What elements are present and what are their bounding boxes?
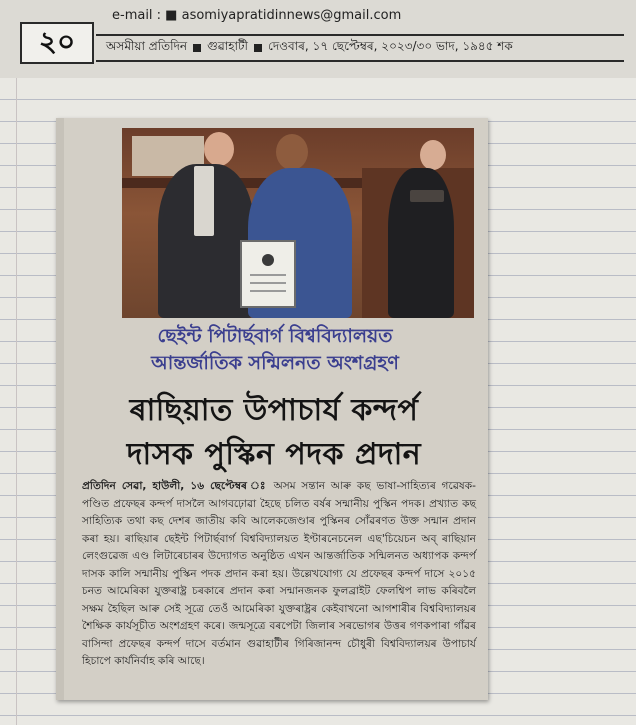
certificate-line <box>250 274 286 276</box>
photo-books <box>410 190 444 202</box>
photo-person-left-head <box>204 132 234 166</box>
clipping-shadow-strip <box>56 118 64 700</box>
newspaper-masthead <box>0 0 636 78</box>
article-body <box>82 478 476 671</box>
certificate-line <box>250 282 286 284</box>
subheadline-line-2: আন্তৰ্জাতিক সন্মিলনত অংশগ্ৰহণ <box>151 352 399 374</box>
contact-email: e-mail : ■ asomiyapratidinnews@gmail.com <box>112 8 402 23</box>
headline-line-2: দাসক পুস্কিন পদক প্ৰদান <box>126 437 422 472</box>
photo-shirt-left <box>194 166 214 236</box>
notebook-margin-line <box>16 78 17 725</box>
separator-square-icon <box>193 44 201 52</box>
photo-certificate <box>240 240 296 308</box>
page-number: ২০ <box>20 22 94 64</box>
issue-date: দেওবাৰ, ১৭ ছেপ্টেম্বৰ, ২০২৩/৩০ ভাদ, ১৯৪৫ শক <box>267 39 513 53</box>
city-name: গুৱাহাটী <box>207 39 248 53</box>
article-dateline: প্ৰতিদিন সেৱা, হাউলী, ১৬ ছেপ্টেম্বৰ ঃ <box>82 480 268 492</box>
headline-line-1: ৰাছিয়াত উপাচাৰ্য কন্দৰ্প <box>129 393 419 428</box>
header-bar <box>96 34 624 62</box>
photo-person-center-head <box>276 134 308 170</box>
article-photo <box>122 128 474 318</box>
article-body-text: অসম সন্তান আৰু কছ ভাষা-সাহিত্যৰ গৱেষক-পণ্ডিত প্ৰফেছৰ কন্দৰ্প দাসলৈ আগবঢ়োৱা হৈছে চলিত বৰ্ষৰ সন্মানীয় পুস্কিন পদক। প্ৰখ্যাত কছ সাহিত্যিক তথা কছ দেশৰ জাতীয় কবি আলেকজেণ্ডাৰ পুস্কিনৰ সোঁৱৰণত উক্ত সন্মান প্ৰদান কৰা হয়। ৰাছিয়াৰ ছেইন্ট পিটাৰ্ছবাৰ্গ বিশ্ববিদ্যালয়ত ইণ্টাৰনেচনেল এছ'চিয়েচন অব্‌ ৰাছিয়ান লেংগুৱেজ এণ্ড লিটাৰেচাৰৰ উদ্যোগত অনুষ্ঠিত এখন আন্তৰ্জাতিক সন্মিলনত অধ্যাপক কন্দৰ্প দাসক কালি সন্মানীয় পুস্কিন পদক প্ৰদান কৰা হয়। উল্লেখযোগ্য যে প্ৰফেছৰ কন্দৰ্প দাসে ২০১৫ চনত আমেৰিকা যুক্তৰাষ্ট্ৰ চৰকাৰে প্ৰদান কৰা সন্মানজনক ফুলব্ৰাইট ফেলশ্বিপ লাভ কৰিবলৈ সক্ষম হৈছিল আৰু সেই সূত্ৰে তেওঁ আমেৰিকা যুক্তৰাষ্ট্ৰৰ কেইবাখনো আগশাৰীৰ বিশ্ববিদ্যালয়ৰ শৈক্ষিক কাৰ্যসূচীত অংশগ্ৰহণ কৰে। জন্মসূত্ৰে বৰপেটা জিলাৰ সৰভোগৰ উত্তৰ গণকপাৰা গাঁৱৰ বাসিন্দা প্ৰফেছৰ কন্দৰ্প দাসে বৰ্তমান গুৱাহাটীৰ গিৰিজানন্দ চৌধুৰী বিশ্ববিদ্যালয়ৰ উপাচাৰ্য হিচাপে কাৰ্যনিৰ্বাহ কৰি আছে। <box>82 480 476 667</box>
certificate-seal-icon <box>262 254 274 266</box>
subheadline-line-1: ছেইন্ট পিটাৰ্ছবাৰ্গ বিশ্ববিদ্যালয়ত <box>157 325 393 347</box>
paper-name: অসমীয়া প্ৰতিদিন <box>106 39 188 53</box>
certificate-line <box>250 290 286 292</box>
photo-person-right-head <box>420 140 446 170</box>
separator-square-icon <box>254 44 262 52</box>
